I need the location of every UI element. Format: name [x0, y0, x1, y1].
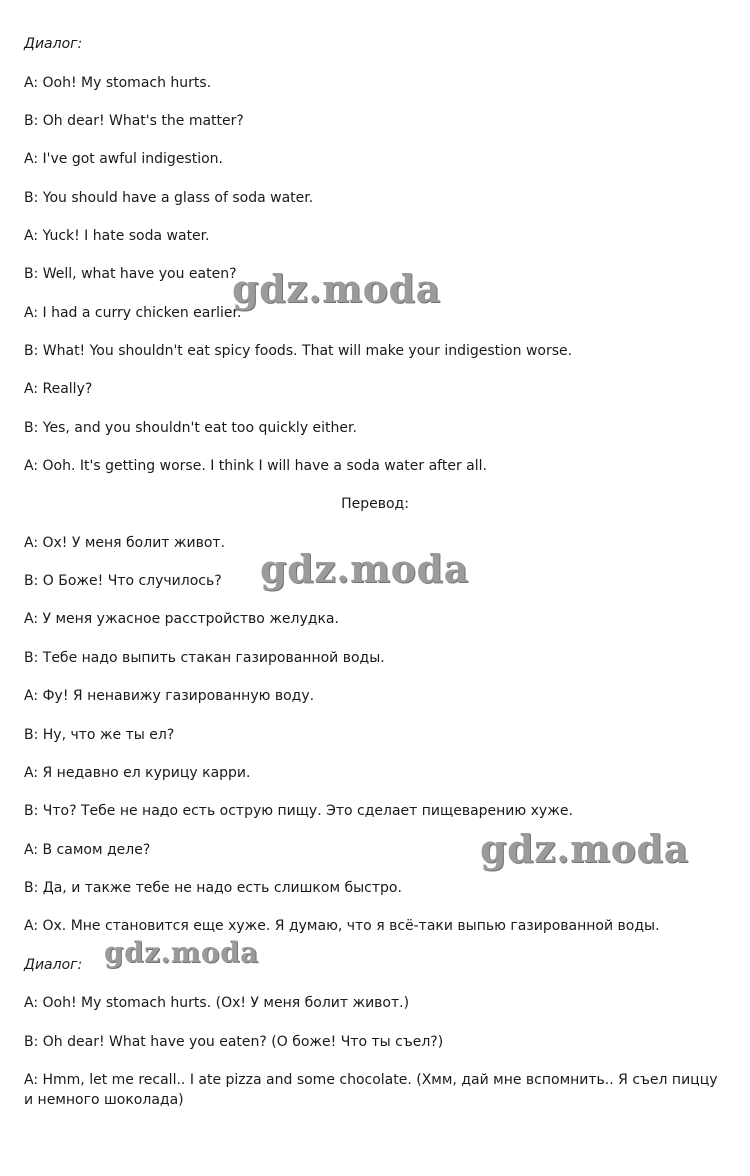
dialogue-line: B: Yes, and you shouldn't eat too quickly either.	[24, 420, 357, 436]
dialogue-line: A: Really?	[24, 381, 93, 397]
dialogue-line: B: Well, what have you eaten?	[24, 266, 237, 282]
translation-line: A: Фу! Я ненавижу газированную воду.	[24, 688, 315, 704]
dialogue-heading-2: Диалог:	[24, 957, 83, 973]
dialogue-line: A: Hmm, let me recall.. I ate pizza and some chocolate. (Хмм, дай мне вспомнить.. Я съел пиццу и немного шоколада)	[24, 1072, 718, 1108]
translation-line: B: Что? Тебе не надо есть острую пищу. Это сделает пищеварению хуже.	[24, 803, 573, 819]
translation-line: B: Тебе надо выпить стакан газированной воды.	[24, 650, 385, 666]
dialogue-line: B: Oh dear! What have you eaten? (О боже! Что ты съел?)	[24, 1034, 444, 1050]
translation-line: A: В самом деле?	[24, 842, 151, 858]
translation-line: A: Ох. Мне становится еще хуже. Я думаю, что я всё-таки выпью газированной воды.	[24, 918, 660, 934]
translation-line: B: Ну, что же ты ел?	[24, 727, 175, 743]
translation-line: B: Да, и также тебе не надо есть слишком быстро.	[24, 880, 402, 896]
dialogue-line: B: What! You shouldn't eat spicy foods. That will make your indigestion worse.	[24, 343, 573, 359]
dialogue-line: B: You should have a glass of soda water.	[24, 190, 314, 206]
watermark-logo: gdz.moda	[104, 936, 259, 969]
watermark-logo: gdz.moda	[232, 266, 441, 311]
translation-line: A: У меня ужасное расстройство желудка.	[24, 611, 339, 627]
translation-heading: Перевод:	[341, 496, 409, 512]
dialogue-line: A: Ooh. It's getting worse. I think I will have a soda water after all.	[24, 458, 487, 474]
dialogue-line: B: Oh dear! What's the matter?	[24, 113, 244, 129]
dialogue-line: A: Ooh! My stomach hurts. (Ох! У меня болит живот.)	[24, 995, 410, 1011]
dialogue-line: A: I've got awful indigestion.	[24, 151, 223, 167]
watermark-logo: gdz.moda	[480, 826, 689, 871]
translation-line: A: Ох! У меня болит живот.	[24, 535, 226, 551]
translation-line: A: Я недавно ел курицу карри.	[24, 765, 251, 781]
dialogue-line: A: Yuck! I hate soda water.	[24, 228, 210, 244]
translation-line: B: О Боже! Что случилось?	[24, 573, 222, 589]
dialogue-heading: Диалог:	[24, 36, 83, 52]
watermark-logo: gdz.moda	[260, 546, 469, 591]
dialogue-line: A: I had a curry chicken earlier.	[24, 305, 242, 321]
dialogue-line: A: Ooh! My stomach hurts.	[24, 75, 212, 91]
